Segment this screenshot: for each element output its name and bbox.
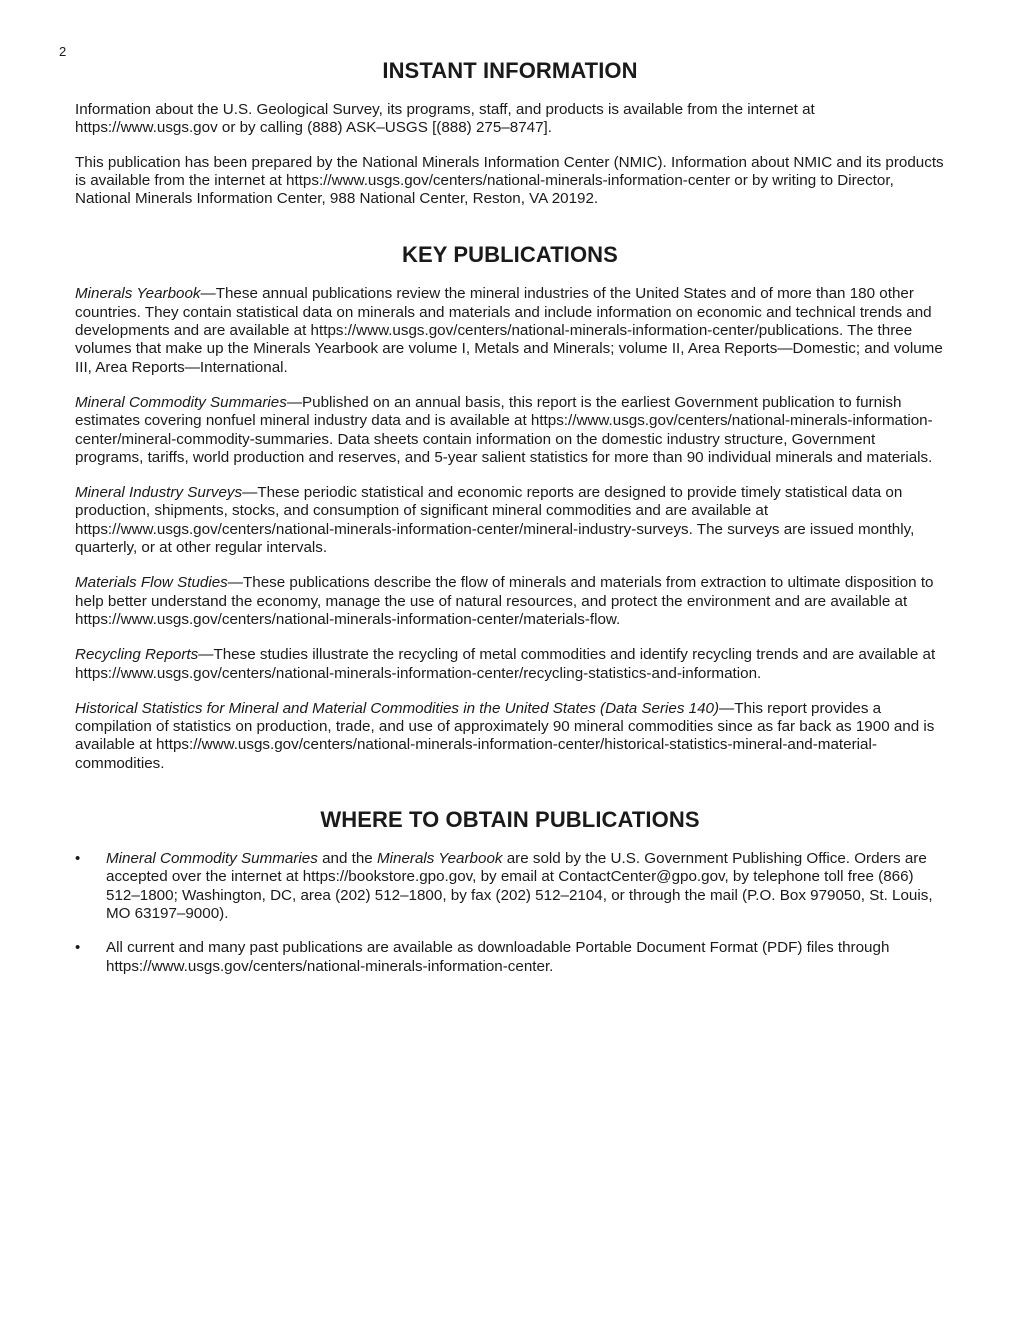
publication-description: —Published on an annual basis, this report is the earliest Government publication to furnish estimates covering nonfuel mineral industry data and is available at https://www.usgs.gov/centers/national-minerals-information-center/mineral-commodity-summaries. Data sheets contain information on the domestic industry structure, Government programs, tariffs, world production and reserves, and 5-year salient statistics for more than 90 individual minerals and materials.: [75, 393, 933, 466]
obtain-bullet-list: [75, 850, 945, 976]
publication-title: Mineral Commodity Summaries: [75, 393, 287, 411]
instant-info-paragraph-nmic: This publication has been prepared by the National Minerals Information Center (NMIC). Information about NMIC and its products is available from the internet at https://www.usgs.gov/centers/national-minerals-information-center or by writing to Director, National Minerals Information Center, 988 National Center, Reston, VA 20192.: [75, 153, 944, 208]
publication-description: —This report provides a compilation of statistics on production, trade, and use of approximately 90 mineral commodities since as far back as 1900 and is available at https://www.usgs.gov/centers/national-minerals-information-center/historical-statistics-mineral-and-material-commodities.: [75, 699, 935, 772]
list-item: [75, 939, 945, 976]
bullet-icon: •: [75, 939, 81, 957]
publication-entry-mineral-industry-surveys: [75, 484, 945, 557]
document-body: [75, 58, 945, 976]
publication-entry-recycling-reports: [75, 646, 945, 683]
publication-title: Historical Statistics for Mineral and Material Commodities in the United States (Data Series 140): [75, 699, 720, 717]
publication-description: —These publications describe the flow of minerals and materials from extraction to ultimate disposition to help better understand the economy, manage the use of natural resources, and protect the environment and are available at https://www.usgs.gov/centers/national-minerals-information-center/materials-flow.: [75, 574, 934, 628]
bullet-text-connector: and the: [317, 850, 377, 868]
where-to-obtain-section: [75, 807, 945, 976]
bullet-text-gpo: [106, 850, 945, 923]
publication-title: Materials Flow Studies: [75, 574, 228, 592]
list-item: [75, 850, 945, 923]
publication-entry-materials-flow-studies: [75, 574, 945, 629]
instant-information-section: [75, 58, 945, 208]
where-to-obtain-heading: WHERE TO OBTAIN PUBLICATIONS: [320, 807, 700, 833]
page-number: 2: [59, 44, 67, 59]
publication-entry-minerals-yearbook: [75, 285, 945, 376]
publication-description: —These studies illustrate the recycling of metal commodities and identify recycling trends and are available at https://www.usgs.gov/centers/national-minerals-information-center/recycling-statistics-and-information.: [75, 646, 936, 682]
publication-title: Mineral Commodity Summaries: [106, 850, 318, 868]
key-publications-section: [75, 242, 945, 773]
publication-title: Recycling Reports: [75, 646, 199, 664]
publication-entry-mineral-commodity-summaries: [75, 394, 945, 467]
publication-title: Mineral Industry Surveys: [75, 484, 243, 502]
bullet-icon: •: [75, 850, 81, 868]
publication-description: —These annual publications review the mineral industries of the United States and of more than 180 other countries. They contain statistical data on minerals and materials and include information on economic and technical trends and developments and are available at https://www.usgs.gov/centers/national-minerals-information-center/publications. The three volumes that make up the Minerals Yearbook are volume I, Metals and Minerals; volume II, Area Reports—Domestic; and volume III, Area Reports—International.: [75, 285, 943, 376]
instant-information-heading: INSTANT INFORMATION: [382, 58, 638, 83]
publication-description: —These periodic statistical and economic reports are designed to provide timely statistical data on production, shipments, stocks, and consumption of significant mineral commodities and are available at https://www.usgs.gov/centers/national-minerals-information-center/mineral-industry-surveys. The surveys are issued monthly, quarterly, or at other regular intervals.: [75, 484, 915, 557]
instant-info-paragraph-usgs: Information about the U.S. Geological Survey, its programs, staff, and products is available from the internet at https://www.usgs.gov or by calling (888) ASK–USGS [(888) 275–8747].: [75, 101, 815, 137]
key-publications-heading: KEY PUBLICATIONS: [402, 242, 618, 268]
bullet-text-rest: are sold by the U.S. Government Publishing Office. Orders are accepted over the internet at https://bookstore.gpo.gov, by email at ContactCenter@gpo.gov, by telephone toll free (866) 512–1800; Washington, DC, area (202) 512–1800, by fax (202) 512–2104, or through the mail (P.O. Box 979050, St. Louis, MO 63197–9000).: [106, 850, 933, 922]
publication-title: Minerals Yearbook: [75, 285, 201, 303]
bullet-text-pdf: All current and many past publications are available as downloadable Portable Document Format (PDF) files through https://www.usgs.gov/centers/national-minerals-information-center.: [106, 939, 890, 975]
publication-entry-historical-statistics: [75, 700, 945, 773]
publication-title: Minerals Yearbook: [376, 850, 503, 868]
